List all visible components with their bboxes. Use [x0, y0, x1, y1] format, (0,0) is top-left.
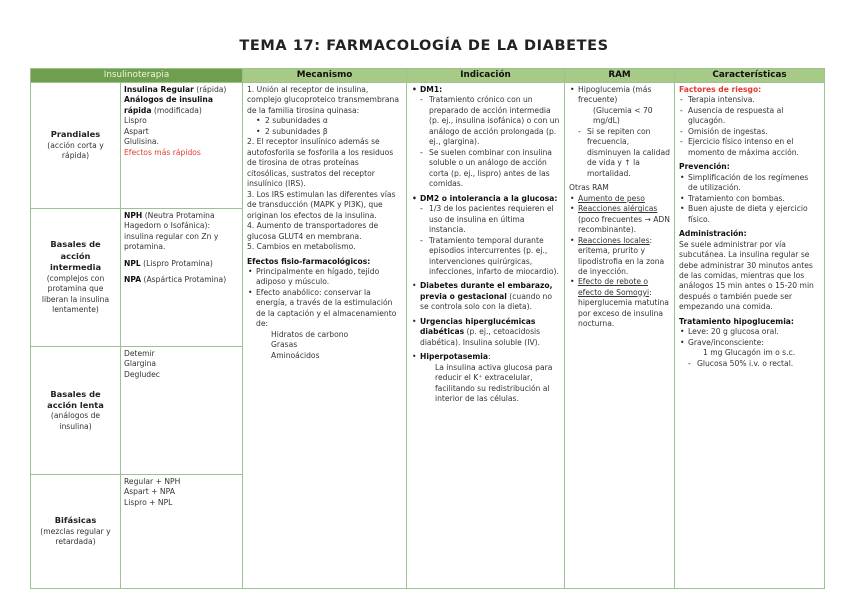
- header-caracteristicas: Características: [675, 69, 825, 83]
- ram-cell: • Hipoglucemia (más frecuente) (Glucemia < 70 mg/dL) - Si se repiten con frecuencia, disminuyen la calidad de vida y ↑ la mortalidad. Otras RAM • Aumento de peso • Reacciones alérgicas (poco frecuentes → ADN recombinante). • Reacciones locales: eritema, prurito y lipodistrofia en la zona de inyección. • Efecto de rebote o efecto de Somogyi: hiperglucemia matutina por exceso de insulina nocturna.: [565, 83, 675, 589]
- type-basales-intermedia: Basales de acción intermedia (complejos con protamina que liberan la insulina lentamente): [31, 209, 121, 347]
- page-title: TEMA 17: FARMACOLOGÍA DE LA DIABETES: [239, 38, 609, 54]
- type-bifasicas: Bifásicas (mezclas regular y retardada): [31, 475, 121, 589]
- header-indicacion: Indicación: [407, 69, 565, 83]
- type-basales-lenta: Basales de acción lenta (análogos de insulina): [31, 347, 121, 475]
- drugs-prandiales: Insulina Regular (rápida) Análogos de insulina rápida (modificada) Lispro Aspart Glulisina. Efectos más rápidos: [121, 83, 243, 209]
- indicacion-cell: • DM1: - Tratamiento crónico con un preparado de acción intermedia (p. ej., insulina isofánica) o con un análogo de acción prolongada (p. ej., glargina). - Se suelen combinar con insulina soluble o un análogo de acción corta (p. ej., lispro) antes de las comidas. • DM2 o intolerancia a la glucosa: - 1/3 de los pacientes requieren el uso de insulina en última instancia. - Tratamiento temporal durante episodios intercurrentes (p. ej., intervenciones quirúrgicas, infecciones, infarto de miocardio). • Diabetes durante el embarazo, previa o gestacional (cuando no se controla solo con la dieta). • Urgencias hiperglucémicas diabéticas (p. ej., cetoacidosis diabética). Insulina soluble (IV). • Hiperpotasemia: La insulina activa glucosa para reducir el K⁺ extracelular, facilitando su redistribución al interior de las células.: [407, 83, 565, 589]
- caracteristicas-cell: Factores de riesgo: - Terapia intensiva. - Ausencia de respuesta al glucagón. - Omisión de ingestas. - Ejercicio físico intenso en el momento de máxima acción. Prevención: • Simplificación de los regímenes de utilización. • Tratamiento con bombas. • Buen ajuste de dieta y ejercicio físico. Administración: Se suele administrar por vía subcutánea. La insulina regular se debe administrar 30 minutos antes de las comidas, mientras que los análogos 15 min antes o 15-20 min después o también puede ser empezando una comida. Tratamiento hipoglucemia: • Leve: 20 g glucosa oral. • Grave/inconsciente: 1 mg Glucagón im o s.c. - Glucosa 50% i.v. o rectal.: [675, 83, 825, 589]
- header-ram: RAM: [565, 69, 675, 83]
- header-row: [31, 69, 825, 83]
- table-row: [31, 83, 825, 209]
- mecanismo-cell: 1. Unión al receptor de insulina, complejo glucoproteico transmembrana de la familia tirosina quinasa: • 2 subunidades α • 2 subunidades β 2. El receptor insulínico además se autofosforila se fosforila a los residuos de tirosina de otras proteínas citosólicas, sustratos del receptor insulínico (IRS). 3. Los IRS estimulan las diferentes vías de transducción (MAPK y PI3K), que originan los efectos de la insulina. 4. Aumento de transportadores de glucosa GLUT4 en membrana. 5. Cambios en metabolismo. Efectos fisio-farmacológicos: • Principalmente en hígado, tejido adiposo y músculo. • Efecto anabólico: conservar la energía, a través de la estimulación de la captación y el almacenamiento de: Hidratos de carbono Grasas Aminoácidos: [243, 83, 407, 589]
- type-prandiales: Prandiales (acción corta y rápida): [31, 83, 121, 209]
- header-mecanismo: Mecanismo: [243, 69, 407, 83]
- drugs-basales-intermedia: NPH (Neutra Protamina Hagedorn o Isofánica): insulina regular con Zn y protamina. NPL (Lispro Protamina) NPA (Aspártica Protamina): [121, 209, 243, 347]
- drugs-bifasicas: Regular + NPH Aspart + NPA Lispro + NPL: [121, 475, 243, 589]
- pharmacology-table: [30, 68, 825, 589]
- drugs-basales-lenta: Detemir Glargina Degludec: [121, 347, 243, 475]
- header-insulinoterapia: Insulinoterapia: [31, 69, 243, 83]
